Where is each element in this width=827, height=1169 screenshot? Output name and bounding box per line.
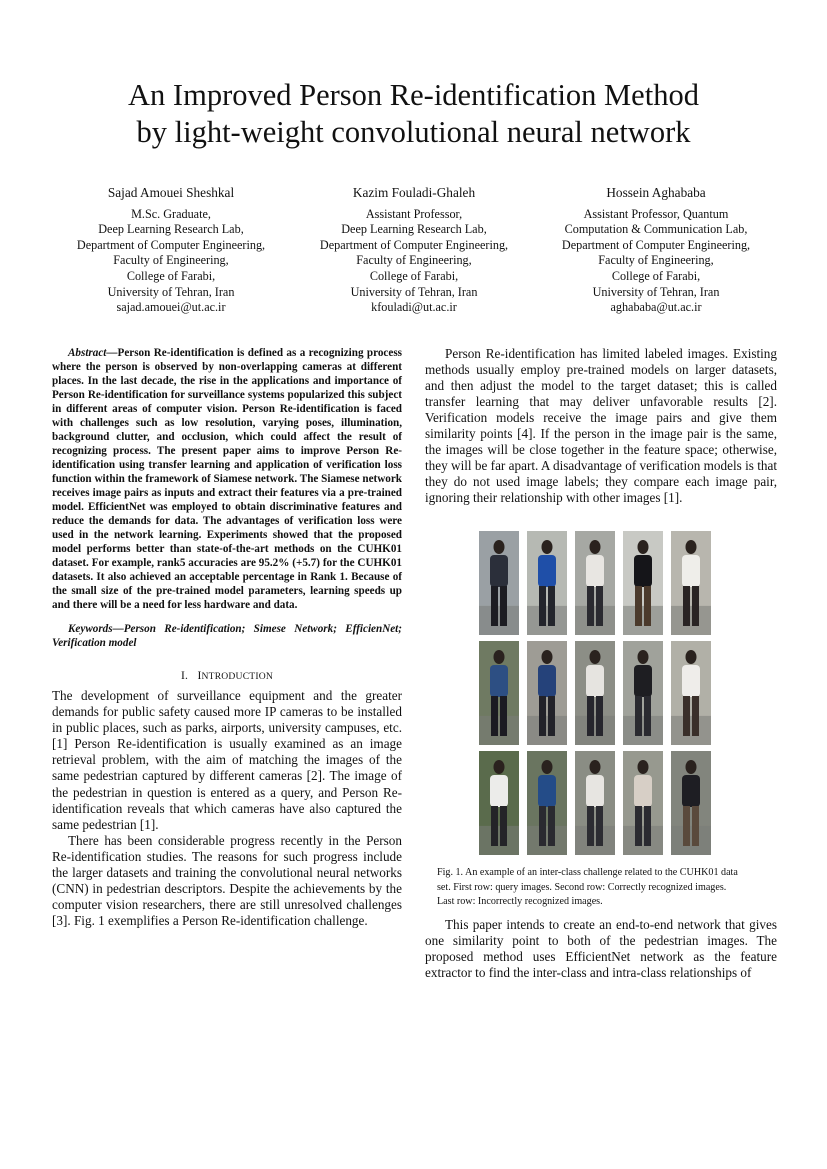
section-heading-introduction (52, 669, 402, 684)
author-affil-line: Assistant Professor, (365, 206, 463, 221)
author-affil-line: Department of Computer Engineering, (561, 237, 751, 252)
person-image (623, 641, 663, 745)
left-column (52, 346, 402, 929)
caption-line: Last row: Incorrectly recognized images. (437, 896, 603, 908)
paper-title (40, 77, 787, 151)
right-column-bottom (425, 917, 777, 981)
figure-1-image (479, 531, 711, 856)
author-affil-line: Faculty of Engineering, (356, 253, 472, 268)
author-email: sajad.amouei@ut.ac.ir (116, 300, 226, 315)
person-image (575, 751, 615, 855)
person-image (623, 751, 663, 855)
author-name: Sajad Amouei Sheshkal (107, 185, 235, 200)
author-name: Kazim Fouladi-Ghaleh (352, 185, 476, 200)
author-affil-line: M.Sc. Graduate, (131, 206, 211, 221)
person-image (671, 751, 711, 855)
figure-1-person-grid (479, 531, 711, 856)
author-affil-line: Department of Computer Engineering, (76, 237, 266, 252)
author-email: aghababa@ut.ac.ir (610, 300, 702, 315)
abstract-text: Person Re-identification is defined as a recognizing process where the person is observed by non-overlapping cameras at different places. In the last decade, the rise in the applications and importance of Person Re-identification for surveillance systems popularized this subject in different areas of computer vision. Person Re-identification is faced with challenges such as low resolution, varying poses, illumination, background clutter, and occlusion, which could affect the result of recognizing process. The present paper aims to improve Person Re-identification using transfer learning and application of verification loss function within the framework of Siamese network. The Siamese network receives image pairs as inputs and extract their features via a pre-trained model. EfficientNet was employed to obtain discriminative features and reduce the demands for data. The advantages of verification loss were used in the network learning. Experiments showed that the proposed model performs better than state-of-the-art methods on the CUHK01 dataset. For example, rank5 accuracies are 95.2% (+5.7) for the CUHK01 datasets. It also achieved an acceptable percentage in Rank 1. Because of the small size of the pre-trained model parameters, learning speeds up and there will be a need for less hardware and data. (52, 347, 402, 611)
person-image (527, 641, 567, 745)
person-image (575, 531, 615, 635)
intro-paragraph-1: The development of surveillance equipment and the greater demands for public safety caused more IP cameras to be installed in public places, such as parks, airports, university campuses, etc. [1] Person Re-identification is usually examined as an image retrieval problem, with the aim of matching the images of the same pedestrian captured by different cameras [2]. The image of the pedestrian in question is entered as a query, and Person Re-identification reveals that which cameras have also captured the same pedestrian [1]. (52, 688, 402, 832)
figure-1-caption (437, 866, 777, 910)
caption-line: Fig. 1. An example of an inter-class challenge related to the CUHK01 data (437, 867, 738, 878)
keywords-label: Keywords— (68, 623, 124, 635)
author-affil-line: University of Tehran, Iran (592, 284, 720, 299)
author-affil-line: Deep Learning Research Lab, (341, 222, 487, 237)
author-affil-line: Deep Learning Research Lab, (98, 222, 244, 237)
abstract (52, 346, 402, 612)
person-image (527, 531, 567, 635)
person-image (479, 531, 519, 635)
title-line-1: An Improved Person Re-identification Method (128, 78, 699, 112)
author-affil-line: College of Farabi, (126, 268, 216, 283)
author-affil-line: Faculty of Engineering, (598, 253, 714, 268)
author-affil-line: Computation & Communication Lab, (564, 222, 748, 237)
author-block-1 (46, 185, 296, 316)
person-image (671, 641, 711, 745)
person-image (671, 531, 711, 635)
person-image (479, 641, 519, 745)
person-image (623, 531, 663, 635)
author-affil-line: University of Tehran, Iran (350, 284, 478, 299)
author-affil-line: Assistant Professor, Quantum (583, 206, 729, 221)
author-block-3 (531, 185, 781, 316)
abstract-label: Abstract— (68, 347, 118, 359)
right-paragraph-2: This paper intends to create an end-to-end network that gives one similarity point to both of the pedestrian images. The proposed method uses EfficientNet network as the feature extractor to find the inter-class and intra-class relationships of (425, 917, 777, 981)
author-block-2 (289, 185, 539, 316)
right-paragraph-1: Person Re-identification has limited labeled images. Existing methods usually employ pre-trained models on larger datasets, and then adjust the model to the target dataset; this is called transfer learning that may deliver unfavorable results [2]. Verification models receive the image pairs and give them similarity points [4]. If the person in the image pair is the same, the images will be close together in the feature space; otherwise, they will be far apart. A disadvantage of verification models is that they do not used image labels; they compare each image pair, ignoring their relationship with other images [1]. (425, 346, 777, 506)
caption-line: set. First row: query images. Second row: Correctly recognized images. (437, 881, 727, 893)
author-affil-line: College of Farabi, (369, 268, 459, 283)
intro-paragraph-2: There has been considerable progress recently in the Person Re-identification studies. The reasons for such progress include the larger datasets and training the convolutional neural networks (CNN) in pedestrian descriptors. Despite the achievements by the computer vision researchers, there are still unresolved challenges [3]. Fig. 1 exemplifies a Person Re-identification challenge. (52, 832, 402, 929)
person-image (479, 751, 519, 855)
author-affil-line: Department of Computer Engineering, (319, 237, 509, 252)
author-email: kfouladi@ut.ac.ir (371, 300, 457, 315)
author-affil-line: Faculty of Engineering, (113, 253, 229, 268)
author-affil-line: College of Farabi, (611, 268, 701, 283)
person-image (527, 751, 567, 855)
author-affil-line: University of Tehran, Iran (107, 284, 235, 299)
title-line-2: by light-weight convolutional neural network (136, 115, 691, 149)
keywords (52, 622, 402, 650)
section-title-initial: I (197, 669, 202, 682)
section-title-rest: NTRODUCTION (201, 671, 273, 682)
person-image (575, 641, 615, 745)
keywords-text: Person Re-identification; Simese Network; EfficienNet; Verification model (52, 623, 402, 649)
author-name: Hossein Aghababa (606, 185, 706, 200)
section-number: I. (180, 669, 189, 682)
right-column-top (425, 346, 777, 506)
